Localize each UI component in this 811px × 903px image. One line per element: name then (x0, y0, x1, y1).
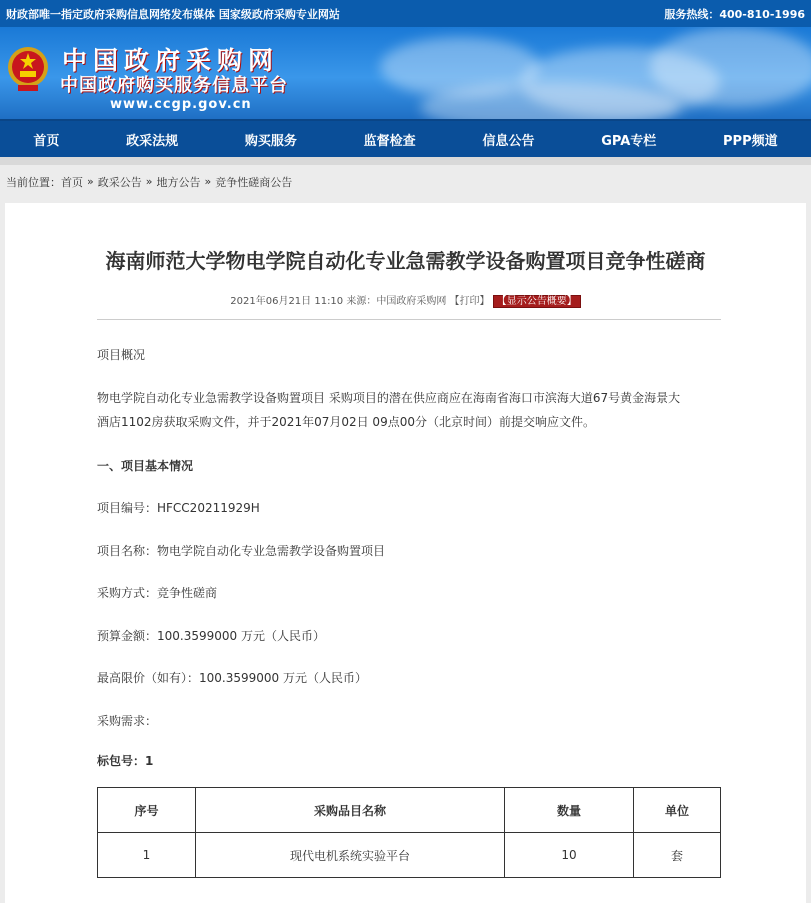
nav-gpa[interactable]: GPA专栏 (601, 133, 657, 149)
items-table (97, 787, 721, 878)
breadcrumb: 当前位置： 首页 » 政采公告 » 地方公告 » 竞争性磋商公告 (6, 175, 293, 189)
breadcrumb-procurement[interactable]: 政采公告 (97, 175, 142, 189)
table-row (98, 833, 721, 878)
col-item-name: 采购品目名称 (196, 788, 505, 833)
header-banner (0, 27, 811, 119)
site-logo-subtitle: 中国政府购买服务信息平台 (60, 75, 288, 96)
lot-number: 标包号：1 (97, 754, 154, 768)
cell-index: 1 (98, 833, 196, 878)
nav-divider (0, 157, 811, 165)
budget-amount: 预算金额：100.3599000 万元（人民币） (97, 629, 325, 643)
site-logo-title[interactable]: 中国政府采购网 (62, 46, 280, 75)
procurement-method: 采购方式：竞争性磋商 (97, 586, 218, 600)
top-bar (0, 0, 811, 27)
project-name: 项目名称：物电学院自动化专业急需教学设备购置项目 (97, 544, 386, 558)
nav-ppp[interactable]: PPP频道 (723, 133, 778, 149)
breadcrumb-home[interactable]: 首页 (61, 175, 83, 189)
col-quantity: 数量 (505, 788, 634, 833)
breadcrumb-current[interactable]: 竞争性磋商公告 (215, 175, 293, 189)
service-hotline: 服务热线：400-810-1996 (664, 7, 805, 21)
cell-quantity: 10 (505, 833, 634, 878)
nav-regulations[interactable]: 政采法规 (126, 133, 179, 149)
procurement-requirement: 采购需求： (97, 714, 158, 728)
col-unit: 单位 (634, 788, 721, 833)
breadcrumb-label: 当前位置： (6, 175, 61, 189)
article-card (5, 203, 806, 903)
overview-line-2: 酒店1102房获取采购文件，并于2021年07月02日 09点00分（北京时间）前提交响应文件。 (97, 415, 595, 429)
nav-supervision[interactable]: 监督检查 (363, 133, 416, 149)
article-title: 海南师范大学物电学院自动化专业急需教学设备购置项目竞争性磋商 (105, 249, 706, 273)
article-date-source: 2021年06月21日 11:10 来源：中国政府采购网 【打印】 (230, 296, 490, 307)
section-basic-info: 一、项目基本情况 (97, 459, 194, 473)
national-emblem-icon (6, 43, 50, 93)
nav-purchase-services[interactable]: 购买服务 (244, 133, 297, 149)
nav-home[interactable]: 首页 (33, 133, 60, 149)
col-index: 序号 (98, 788, 196, 833)
title-divider (97, 319, 721, 320)
nav-announcements[interactable]: 信息公告 (482, 133, 535, 149)
project-number: 项目编号：HFCC20211929H (97, 501, 260, 515)
top-bar-slogan: 财政部唯一指定政府采购信息网络发布媒体 国家级政府采购专业网站 (6, 7, 340, 21)
max-price: 最高限价（如有）：100.3599000 万元（人民币） (97, 671, 367, 685)
show-summary-button[interactable]: 【显示公告概要】 (493, 295, 581, 308)
main-nav (0, 119, 811, 157)
table-header-row (98, 788, 721, 833)
site-url: www.ccgp.gov.cn (110, 97, 252, 112)
overview-heading: 项目概况 (97, 348, 146, 362)
article-meta (5, 292, 806, 307)
overview-line-1: 物电学院自动化专业急需教学设备购置项目 采购项目的潜在供应商应在海南省海口市滨海大道67号黄金海景大 (97, 391, 681, 405)
cell-item-name: 现代电机系统实验平台 (196, 833, 505, 878)
breadcrumb-local[interactable]: 地方公告 (156, 175, 201, 189)
cell-unit: 套 (634, 833, 721, 878)
